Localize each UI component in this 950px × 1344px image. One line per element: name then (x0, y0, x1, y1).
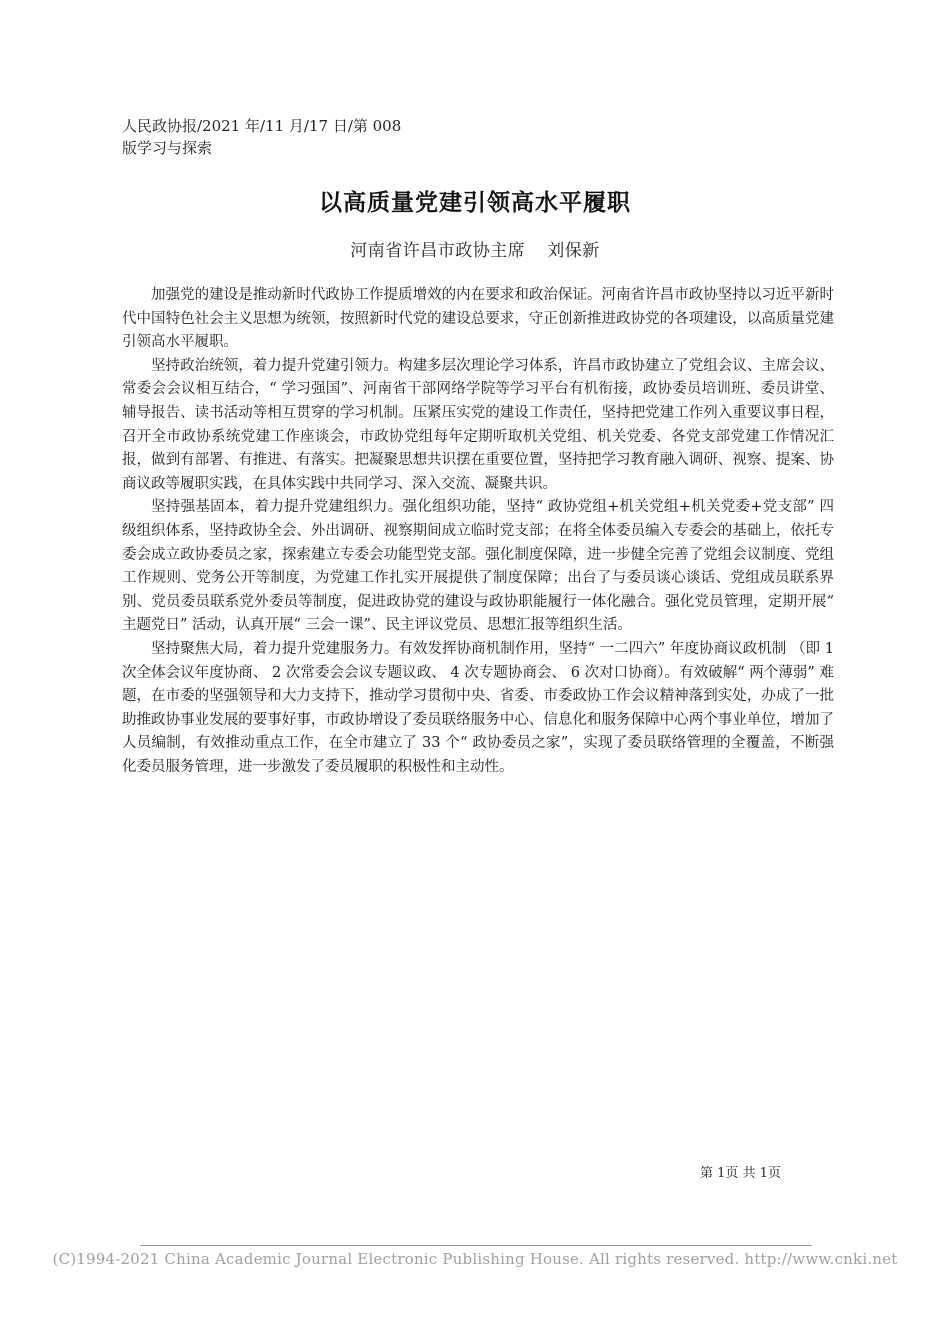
paragraph-intro: 加强党的建设是推动新时代政协工作提质增效的内在要求和政治保证。河南省许昌市政协坚持以习近平新时代中国特色社会主义思想为统领，按照新时代党的建设总要求，守正创新推进政协党的各项建设，以高质量党建引领高水平履职。 (122, 287, 834, 351)
paragraph-organization: 坚持强基固本，着力提升党建组织力。强化组织功能，坚持“ 政协党组+机关党组+机关党委+党支部” 四级组织体系，坚持政协全会、外出调研、视察期间成立临时党支部；在将全体委员编入专委会的基础上，依托专委会成立政协委员之家，探索建立专委会功能型党支部。强化制度保障，进一步健全完善了党组会议制度、党组工作规则、党务公开等制度，为党建工作扎实开展提供了制度保障；出台了与委员谈心谈话、党组成员联系界别、党员委员联系党外委员等制度，促进政协党的建设与政协职能履行一体化融合。强化党员管理，定期开展“ 主题党日” 活动，认真开展“ 三会一课”、民主评议党员、思想汇报等组织生活。 (122, 499, 834, 634)
copyright-footer: (C)1994-2021 China Academic Journal Electronic Publishing House. All rights reserved. http://www.cnki.net (52, 1250, 898, 1268)
author-name: 刘保新 (547, 241, 600, 261)
article-title: 以高质量党建引领高水平履职 (319, 190, 631, 216)
author-position: 河南省许昌市政协主席 (350, 241, 526, 261)
page-number: 第 1页 共 1页 (700, 1166, 781, 1181)
article-body (122, 284, 834, 779)
paragraph-political-leadership: 坚持政治统领，着力提升党建引领力。构建多层次理论学习体系，许昌市政协建立了党组会议、主席会议、常委会会议相互结合，“ 学习强国”、河南省干部网络学院等学习平台有机衔接，政协委员培训班、委员讲堂、辅导报告、读书活动等相互贯穿的学习机制。压紧压实党的建设工作责任，坚持把党建工作列入重要议事日程，召开全市政协系统党建工作座谈会，市政协党组每年定期听取机关党组、机关党委、各党支部党建工作情况汇报，做到有部署、有推进、有落实。把凝聚思想共识摆在重要位置，坚持把学习教育融入调研、视察、提案、协商议政等履职实践，在具体实践中共同学习、深入交流、凝聚共识。 (122, 357, 834, 492)
paragraph-service: 坚持聚焦大局，着力提升党建服务力。有效发挥协商机制作用，坚持“ 一二四六” 年度协商议政机制 （即 1 次全体会议年度协商、 2 次常委会会议专题议政、 4 次专题协商会、 6 次对口协商）。有效破解“ 两个薄弱” 难题，在市委的坚强领导和大力支持下，推动学习贯彻中央、省委、市委政协工作会议精神落到实处，办成了一批助推政协事业发展的要事好事，市政协增设了委员联络服务中心、信息化和服务保障中心两个事业单位，增加了人员编制，有效推动重点工作，在全市建立了 33 个“ 政协委员之家”，实现了委员联络管理的全覆盖，不断强化委员服务管理，进一步激发了委员履职的积极性和主动性。 (122, 640, 834, 775)
citation-line-1: 人民政协报/2021 年/11 月/17 日/第 008 (122, 117, 402, 135)
footer-divider (140, 1245, 812, 1246)
author-line (0, 236, 950, 261)
citation-header (122, 115, 422, 159)
citation-line-2: 版学习与探索 (122, 139, 213, 157)
